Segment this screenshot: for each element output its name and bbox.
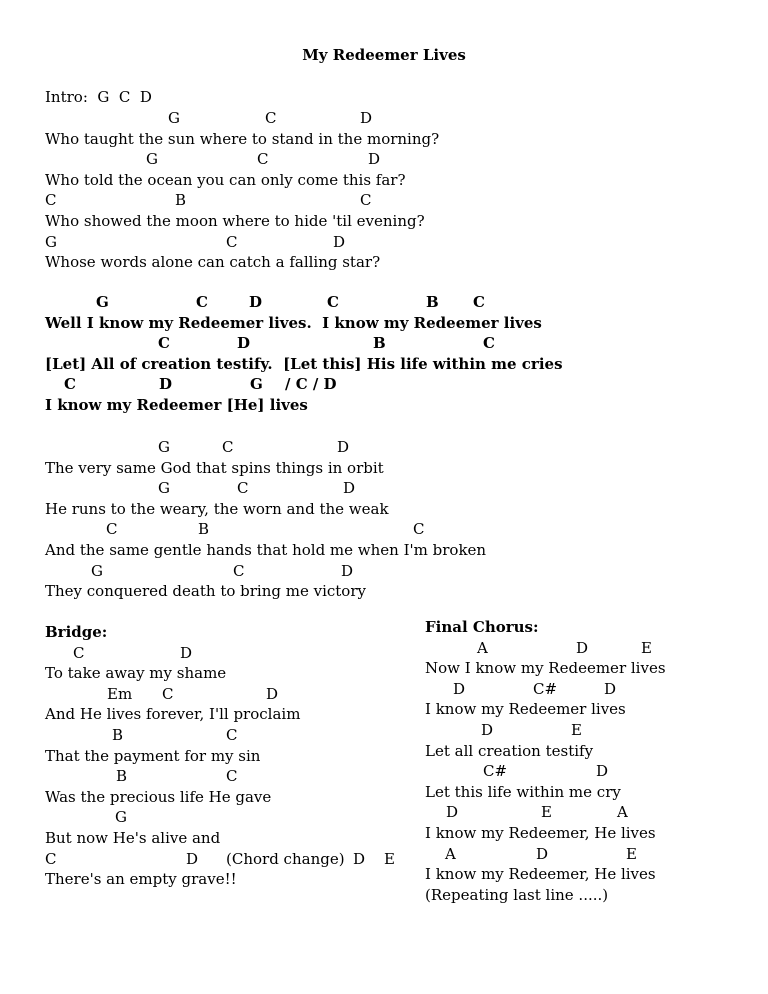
chord: C — [73, 643, 85, 662]
chord: D — [576, 638, 589, 657]
verse-2 — [45, 437, 486, 602]
lyric-text: I know my Redeemer [He] lives — [45, 395, 308, 414]
chord-line — [45, 190, 439, 211]
chord: D — [337, 438, 350, 456]
chord: D — [596, 762, 609, 781]
chord: G — [158, 438, 170, 456]
chord: C — [196, 293, 208, 311]
lyric-line — [45, 395, 563, 416]
chord: D — [536, 844, 549, 863]
chord-line — [45, 684, 300, 705]
chord: E — [571, 720, 582, 739]
chorus — [45, 292, 563, 416]
chord: C — [45, 191, 57, 210]
lyric-line — [425, 741, 666, 762]
chord: A — [445, 844, 456, 863]
chord: G — [96, 293, 109, 311]
chord: G — [168, 109, 180, 127]
chord: D — [353, 849, 366, 868]
lyric-text: Was the precious life He gave — [45, 787, 272, 806]
chord-line — [45, 292, 563, 313]
song-title: My Redeemer Lives — [302, 46, 466, 64]
bridge — [45, 622, 395, 890]
lyric-text: [Let] All of creation testify. [Let this] His life within me cries — [45, 354, 563, 373]
chord: D — [604, 679, 617, 698]
chord: G — [115, 808, 127, 827]
chord-line — [45, 333, 563, 354]
chord: B — [112, 725, 124, 744]
lyric-line — [45, 869, 300, 890]
chord: B — [426, 293, 439, 311]
chord: A — [617, 803, 628, 822]
bridge-heading: Bridge: — [45, 623, 108, 641]
chord: C — [226, 232, 238, 251]
chord: C — [222, 438, 234, 456]
lyric-line — [45, 581, 486, 602]
chord-line — [425, 802, 666, 823]
chord: C — [45, 849, 57, 868]
chord: D — [180, 643, 193, 662]
chord: B — [198, 520, 210, 539]
chord-line — [45, 807, 300, 828]
chord-line — [45, 643, 300, 664]
chord-line — [425, 720, 666, 741]
chord: E — [641, 638, 652, 657]
lyric-text: Let this life within me cry — [425, 782, 621, 801]
lyric-text: Well I know my Redeemer lives. I know my Redeemer lives — [45, 313, 542, 332]
lyric-line — [45, 540, 486, 561]
final-chorus-lines — [425, 638, 666, 906]
chord: C — [360, 191, 372, 210]
final-chorus-heading: Final Chorus: — [425, 618, 539, 636]
chord: E — [384, 849, 395, 868]
chord-line — [45, 437, 486, 458]
lyric-line — [45, 313, 563, 334]
lyric-line — [45, 354, 563, 375]
chord-line — [45, 374, 563, 395]
chord: Em — [107, 684, 133, 703]
lyric-line — [45, 828, 300, 849]
chord: C — [327, 293, 339, 311]
lyric-line — [45, 170, 439, 191]
chord: C — [473, 293, 485, 311]
chord: C# — [533, 679, 558, 698]
lyric-line — [425, 699, 666, 720]
intro-line: Intro: G C D — [45, 88, 152, 106]
chord: C — [237, 479, 249, 498]
chord-line — [45, 849, 395, 870]
chord: D — [446, 803, 459, 822]
lyric-line — [425, 885, 666, 906]
verse-1 — [45, 108, 439, 273]
lyric-line — [45, 211, 439, 232]
lyric-line — [45, 787, 300, 808]
chord-line — [45, 478, 486, 499]
chord-line — [45, 766, 300, 787]
lyric-text: I know my Redeemer, He lives — [425, 823, 656, 842]
chord: C — [226, 767, 238, 786]
chord: A — [477, 638, 488, 657]
lyric-line — [45, 663, 300, 684]
chord: G — [45, 232, 57, 251]
chord: D — [453, 679, 466, 698]
chord-line — [45, 232, 439, 253]
chord-line — [425, 761, 666, 782]
chord: C — [226, 725, 238, 744]
chord: C# — [483, 762, 508, 781]
lyric-text: Who showed the moon where to hide 'til evening? — [45, 211, 425, 230]
chord-line — [45, 149, 439, 170]
chord: D — [343, 479, 356, 498]
lyric-text: Now I know my Redeemer lives — [425, 659, 666, 678]
lyric-line — [425, 658, 666, 679]
chord: C — [257, 150, 269, 169]
lyric-text: To take away my shame — [45, 664, 227, 683]
intro-block — [45, 87, 152, 108]
chord: C — [483, 334, 495, 353]
lyric-text: They conquered death to bring me victory — [45, 582, 366, 601]
chord-line — [425, 844, 666, 865]
chord-line — [425, 638, 666, 659]
lyric-text: (Repeating last line .....) — [425, 885, 609, 904]
chord: / C / D — [285, 375, 337, 394]
lyric-line — [425, 864, 666, 885]
chord: C — [265, 109, 277, 127]
lyric-text: Who taught the sun where to stand in the morning? — [45, 129, 440, 148]
lyric-text: And the same gentle hands that hold me when I'm broken — [45, 540, 487, 559]
chord: D — [333, 232, 346, 251]
chord: D — [159, 375, 173, 394]
chord: C — [158, 334, 170, 353]
lyric-text: And He lives forever, I'll proclaim — [45, 705, 301, 724]
lyric-text: But now He's alive and — [45, 828, 221, 847]
chord: D — [368, 150, 381, 169]
chord: D — [266, 684, 279, 703]
chord: D — [481, 720, 494, 739]
chord-line — [45, 725, 300, 746]
lyric-text: Who told the ocean you can only come this far? — [45, 170, 406, 189]
chord-line — [45, 561, 486, 582]
lyric-text: He runs to the weary, the worn and the weak — [45, 499, 389, 518]
chord: G — [146, 150, 158, 169]
lyric-text: The very same God that spins things in orbit — [45, 458, 384, 477]
chord: B — [116, 767, 128, 786]
chord: C — [64, 375, 76, 394]
chord: G — [158, 479, 170, 498]
chord-line — [45, 519, 486, 540]
lyric-line — [45, 746, 300, 767]
chord: D — [360, 109, 373, 127]
chord: E — [541, 803, 552, 822]
lyric-text: Let all creation testify — [425, 741, 594, 760]
lyric-line — [45, 129, 439, 150]
chord: D — [341, 561, 354, 580]
chord: D — [237, 334, 251, 353]
lyric-text: That the payment for my sin — [45, 746, 261, 765]
chord: D — [186, 849, 199, 868]
chord: C — [413, 520, 425, 539]
bridge-lines — [45, 643, 395, 890]
chord: B — [175, 191, 187, 210]
final-chorus — [425, 617, 666, 905]
chord: D — [249, 293, 263, 311]
lyric-text: Whose words alone can catch a falling star? — [45, 253, 381, 272]
lyric-line — [45, 499, 486, 520]
chord-line — [425, 679, 666, 700]
chord: E — [626, 844, 637, 863]
lyric-line — [425, 823, 666, 844]
lyric-line — [45, 458, 486, 479]
chord: C — [106, 520, 118, 539]
chord: G — [250, 375, 263, 394]
lyric-line — [45, 704, 300, 725]
chord: C — [233, 561, 245, 580]
lyric-line — [45, 252, 439, 273]
lyric-text: I know my Redeemer, He lives — [425, 865, 656, 884]
lyric-text: There's an empty grave!! — [45, 870, 237, 889]
chord: G — [91, 561, 103, 580]
lyric-line — [425, 782, 666, 803]
chord: (Chord change) — [226, 849, 345, 868]
chord: B — [373, 334, 386, 353]
chord: C — [162, 684, 174, 703]
lyric-text: I know my Redeemer lives — [425, 700, 626, 719]
chord-line — [45, 108, 439, 129]
